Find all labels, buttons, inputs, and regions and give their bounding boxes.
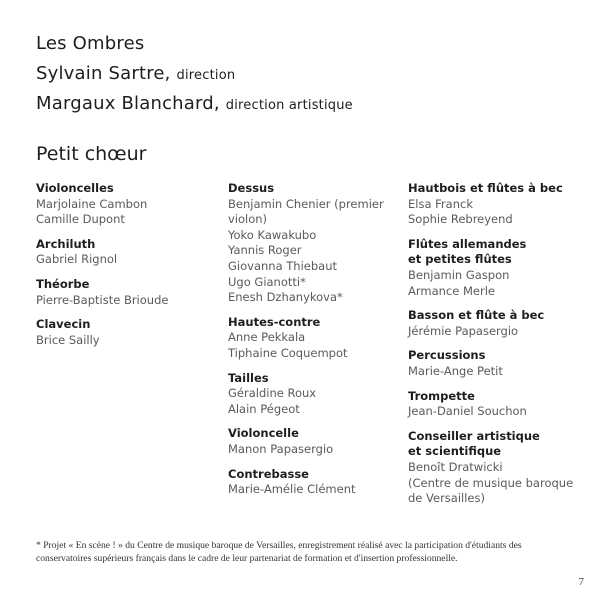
director-name: Sylvain Sartre, <box>36 63 171 84</box>
group-title: Flûtes allemandes <box>408 236 527 251</box>
performer-name: Yannis Roger <box>228 243 302 258</box>
ensemble-name: Les Ombres <box>36 33 145 54</box>
performer-name: Yoko Kawakubo <box>228 227 317 242</box>
performer-name: violon) <box>228 212 268 227</box>
instrument-group <box>408 348 588 379</box>
artistic-director-role: direction artistique <box>225 98 353 113</box>
performer-name: Camille Dupont <box>36 212 125 227</box>
performer-name: de Versailles) <box>408 491 485 506</box>
performer-name: Brice Sailly <box>36 332 100 347</box>
performer-name: (Centre de musique baroque <box>408 475 574 490</box>
instrument-group <box>408 237 588 299</box>
performer-name: Sophie Rebreyend <box>408 212 513 227</box>
instrument-group <box>36 237 216 268</box>
group-title: Violoncelles <box>36 181 114 195</box>
instrument-group <box>228 371 403 418</box>
instrument-group <box>36 181 216 228</box>
instrument-group <box>228 181 403 306</box>
director-line <box>36 63 235 84</box>
performer-name: Benjamin Gaspon <box>408 267 510 282</box>
artistic-director-line <box>36 93 353 114</box>
performer-name: Jérémie Papasergio <box>408 323 519 338</box>
performer-name: Enesh Dzhanykova* <box>228 290 343 305</box>
instrument-group <box>408 181 588 228</box>
group-title: Contrebasse <box>228 466 309 481</box>
instrument-group <box>228 315 403 362</box>
performer-name: Marie-Ange Petit <box>408 363 503 378</box>
section-title: Petit chœur <box>36 143 147 165</box>
page-number: 7 <box>578 576 584 588</box>
performer-name: Benoît Dratwicki <box>408 459 503 474</box>
performer-name: Benjamin Chenier (premier <box>228 196 384 211</box>
group-title: Basson et flûte à bec <box>408 308 545 323</box>
performer-name: Jean-Daniel Souchon <box>408 404 527 419</box>
group-title: Percussions <box>408 348 486 363</box>
instrument-group <box>408 389 588 420</box>
performer-name: Géraldine Roux <box>228 386 317 401</box>
performer-name: Armance Merle <box>408 283 495 298</box>
group-title: et petites flûtes <box>408 252 512 267</box>
group-title: et scientifique <box>408 444 502 459</box>
instrument-group <box>36 317 216 348</box>
performer-name: Giovanna Thiebaut <box>228 258 338 273</box>
group-title: Clavecin <box>36 317 91 332</box>
group-title: Violoncelle <box>228 426 299 441</box>
group-title: Hautbois et flûtes à bec <box>408 181 563 195</box>
footnote: * Projet « En scène ! » du Centre de musique baroque de Versailles, enregistrement réalisé avec la participation d'étudiants des conservatoires supérieurs français dans le cadre de leur partenariat de formation et d'insertion professionnelle. <box>36 540 522 564</box>
personnel-column-3 <box>408 181 588 516</box>
group-title: Archiluth <box>36 236 96 251</box>
performer-name: Manon Papasergio <box>228 441 334 456</box>
personnel-column-1 <box>36 181 216 357</box>
performer-name: Gabriel Rignol <box>36 252 118 267</box>
instrument-group <box>36 277 216 308</box>
instrument-group <box>228 467 403 498</box>
performer-name: Marie-Amélie Clément <box>228 482 356 497</box>
instrument-group <box>228 426 403 457</box>
performer-name: Ugo Gianotti* <box>228 274 306 289</box>
group-title: Trompette <box>408 388 475 403</box>
artistic-director-name: Margaux Blanchard, <box>36 93 220 114</box>
performer-name: Pierre-Baptiste Brioude <box>36 292 169 307</box>
group-title: Théorbe <box>36 276 90 291</box>
group-title: Conseiller artistique <box>408 428 540 443</box>
director-role: direction <box>176 68 236 83</box>
group-title: Dessus <box>228 181 275 195</box>
performer-name: Marjolaine Cambon <box>36 196 148 211</box>
instrument-group <box>408 308 588 339</box>
group-title: Hautes-contre <box>228 314 321 329</box>
group-title: Tailles <box>228 370 269 385</box>
performer-name: Elsa Franck <box>408 196 473 211</box>
performer-name: Anne Pekkala <box>228 330 306 345</box>
instrument-group <box>408 429 588 507</box>
personnel-column-2 <box>228 181 403 507</box>
performer-name: Alain Pégeot <box>228 401 300 416</box>
performer-name: Tiphaine Coquempot <box>228 345 348 360</box>
